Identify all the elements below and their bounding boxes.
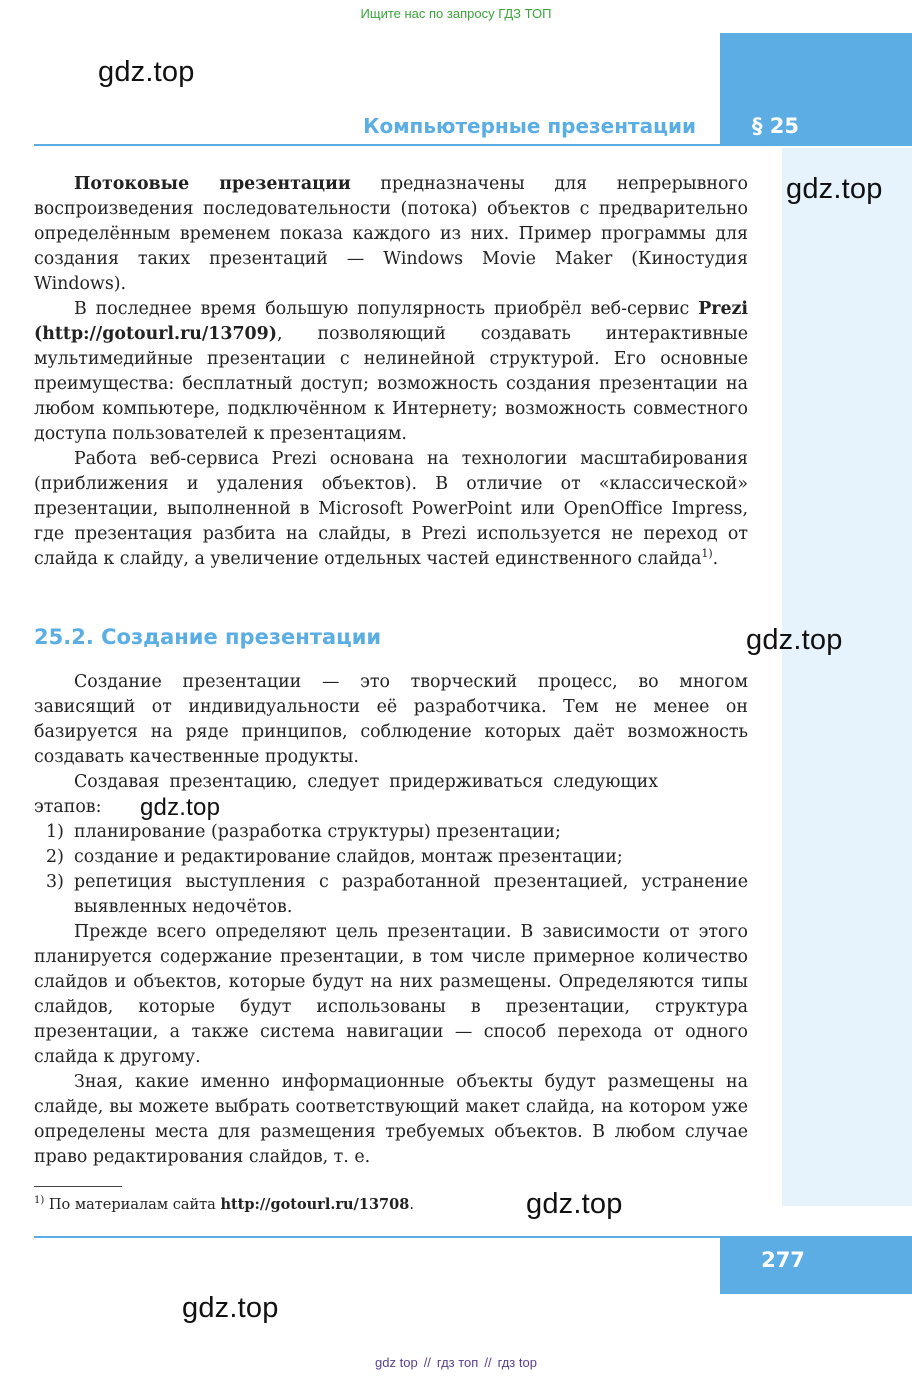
watermark: gdz.top — [746, 624, 843, 656]
side-margin-strip — [782, 148, 912, 1206]
search-hint: Ищите нас по запросу ГДЗ ТОП — [360, 6, 552, 21]
paragraph-text: В последнее время большую популярность приобрёл веб-сервис — [74, 299, 699, 319]
section-heading: 25.2. Создание презентации — [34, 625, 382, 649]
term-bold: Prezi (http://gotourl.ru/13709) — [34, 299, 748, 344]
term-bold: Потоковые презентации — [74, 174, 351, 194]
paragraph — [34, 172, 748, 297]
chapter-title: Компьютерные презентации — [363, 114, 696, 138]
site-link[interactable]: gdz top — [375, 1355, 418, 1370]
footnote-ref: 1) — [701, 547, 713, 561]
list-item — [34, 870, 748, 920]
footnote-text: По материалам сайта — [44, 1196, 221, 1213]
paragraph: Прежде всего определяют цель презентации. В зависимости от этого планируется содержание презентации, в том числе примерное количество слайдов и объектов, которые будут на них размещены. Определяются типы слайдов, которые будут использованы в презентации, структура презентации, а также система навигации — способ перехода от одного слайда к другому. — [34, 922, 748, 1067]
list-text: планирование (разработка структуры) презентации; — [74, 822, 561, 842]
footnote-link[interactable]: http://gotourl.ru/13708 — [220, 1195, 410, 1213]
site-link[interactable]: гдз топ — [436, 1355, 479, 1370]
intro-text-block — [34, 172, 748, 572]
paragraph: Создание презентации — это творческий процесс, во многом зависящий от индивидуальности её разработчика. Тем не менее он базируется на ряде принципов, соблюдение которых даёт возможность создавать качественные продукты. — [34, 672, 748, 767]
page-number: 277 — [761, 1248, 805, 1272]
watermark: gdz.top — [140, 794, 221, 821]
paragraph-text: . — [712, 549, 719, 569]
list-text: репетиция выступления с разработанной презентацией, устранение выявленных недочётов. — [74, 872, 748, 917]
footer-divider — [34, 1236, 720, 1238]
footnote-end: . — [409, 1196, 414, 1213]
paragraph: Зная, какие именно информационные объекты будут размещены на слайде, вы можете выбрать соответствующий макет слайда, на котором уже определены места для размещения требуемых объектов. В любом случае право редактирования слайдов, т. е. — [34, 1072, 748, 1167]
watermark: gdz.top — [786, 173, 883, 205]
paragraph: Создавая презентацию, следует придерживаться следующих этапов: — [34, 772, 658, 817]
watermark: gdz.top — [182, 1292, 279, 1324]
paragraph-text: Работа веб-сервиса Prezi основана на технологии масштабирования (приближения и удаления объектов). В отличие от «классической» презентации, выполненной в Microsoft PowerPoint или OpenOffice Impress, где презентация разбита на слайды, в Prezi используется не переход от слайда к слайду, а увеличение отдельных частей единственного слайда — [34, 449, 748, 569]
main-text-block — [34, 670, 748, 1170]
list-number: 1) — [46, 822, 64, 842]
paragraph — [34, 447, 748, 572]
paragraph-text: , позволяющий создавать интерактивные мультимедийные презентации с нелинейной структурой. Его основные преимущества: бесплатный доступ; возможность создания презентации на любом компьютере, подключённом к Интернету; возможность совместного доступа пользователей к презентациям. — [34, 324, 748, 444]
list-text: создание и редактирование слайдов, монтаж презентации; — [74, 847, 623, 867]
watermark: gdz.top — [98, 56, 195, 88]
footnote-mark: 1) — [34, 1195, 45, 1206]
site-link[interactable]: гдз top — [497, 1355, 537, 1370]
header-divider — [34, 144, 720, 146]
footnote-divider — [34, 1186, 122, 1187]
footnote — [34, 1190, 414, 1216]
list-number: 3) — [46, 872, 64, 892]
paragraph-text: предназначены для непрерывного воспроизведения последовательности (потока) объектов с предварительно определённым временем показа каждого из них. Пример программы для создания таких презентаций — Windows Movie Maker (Киностудия Windows). — [34, 174, 748, 294]
link-separator: // — [484, 1355, 492, 1370]
paragraph — [34, 297, 748, 447]
list-number: 2) — [46, 847, 64, 867]
steps-list — [34, 820, 748, 920]
watermark: gdz.top — [526, 1188, 623, 1220]
bottom-links — [0, 1355, 912, 1370]
list-item — [34, 845, 748, 870]
header-section-box — [720, 33, 912, 146]
link-separator: // — [423, 1355, 431, 1370]
list-item — [34, 820, 748, 845]
section-number: § 25 — [752, 114, 800, 138]
